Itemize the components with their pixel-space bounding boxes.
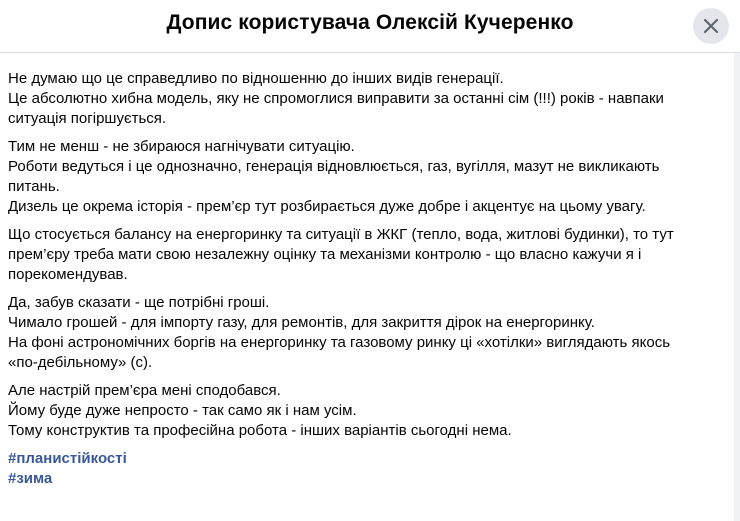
post-text-line: Роботи ведуться і це однозначно, генерація відновлюється, газ, вугілля, мазут не викликають — [8, 158, 660, 175]
post-text-line: ситуація погіршується. — [8, 110, 167, 127]
post-text-line: Але настрій прем’єра мені сподобався. — [8, 382, 281, 399]
post-text-line: Да, забув сказати - ще потрібні гроші. — [8, 294, 270, 311]
post-body — [8, 42, 726, 489]
post-text-line: Тому конструктив та професійна робота - інших варіантів сьогодні нема. — [8, 422, 512, 439]
post-paragraph — [8, 137, 726, 217]
post-paragraph — [8, 381, 726, 441]
dialog-title: Допис користувача Олексій Кучеренко — [166, 11, 574, 34]
post-text-line: Чимало грошей - для імпорту газу, для ремонтів, для закриття дірок на енергоринку. — [8, 314, 595, 331]
close-icon — [703, 18, 719, 34]
post-text-line: питань. — [8, 178, 60, 195]
post-text-line: Не думаю що це справедливо по відношенню до інших видів генерації. — [8, 70, 504, 87]
post-text — [8, 69, 726, 441]
post-text-line: «по-дебільному» (с). — [8, 354, 153, 371]
post-text-line: Дизель це окрема історія - прем’єр тут розбирається дуже добре і акцентує на цьому увагу. — [8, 198, 646, 215]
post-text-line: На фоні астрономічних боргів на енергоринку та газовому ринку ці «хотілки» виглядають якось — [8, 334, 671, 351]
post-text-line: Тим не менш - не збираюся нагнічувати ситуацію. — [8, 138, 355, 155]
post-text-line: Йому буде дуже непросто - так само як і нам усім. — [8, 402, 357, 419]
header-divider — [0, 52, 740, 53]
hashtag-list — [8, 449, 726, 489]
dialog-header — [0, 0, 740, 52]
post-paragraph — [8, 69, 726, 129]
post-paragraph — [8, 293, 726, 373]
post-paragraph — [8, 225, 726, 285]
post-text-line: Що стосується балансу на енергоринку та ситуації в ЖКГ (тепло, вода, житлові будинки), то тут — [8, 226, 674, 243]
close-button[interactable] — [693, 8, 729, 44]
post-text-line: Це абсолютно хибна модель, яку не спромоглися виправити за останні сім (!!!) років - навпаки — [8, 90, 664, 107]
hashtag-link[interactable]: #планистійкості — [8, 450, 127, 467]
post-text-line: порекомендував. — [8, 266, 128, 283]
post-text-line: прем’єру треба мати свою незалежну оцінку та механізми контролю - що власно кажучи я і — [8, 246, 642, 263]
scrollbar-track[interactable] — [734, 53, 740, 521]
hashtag-link[interactable]: #зима — [8, 470, 53, 487]
